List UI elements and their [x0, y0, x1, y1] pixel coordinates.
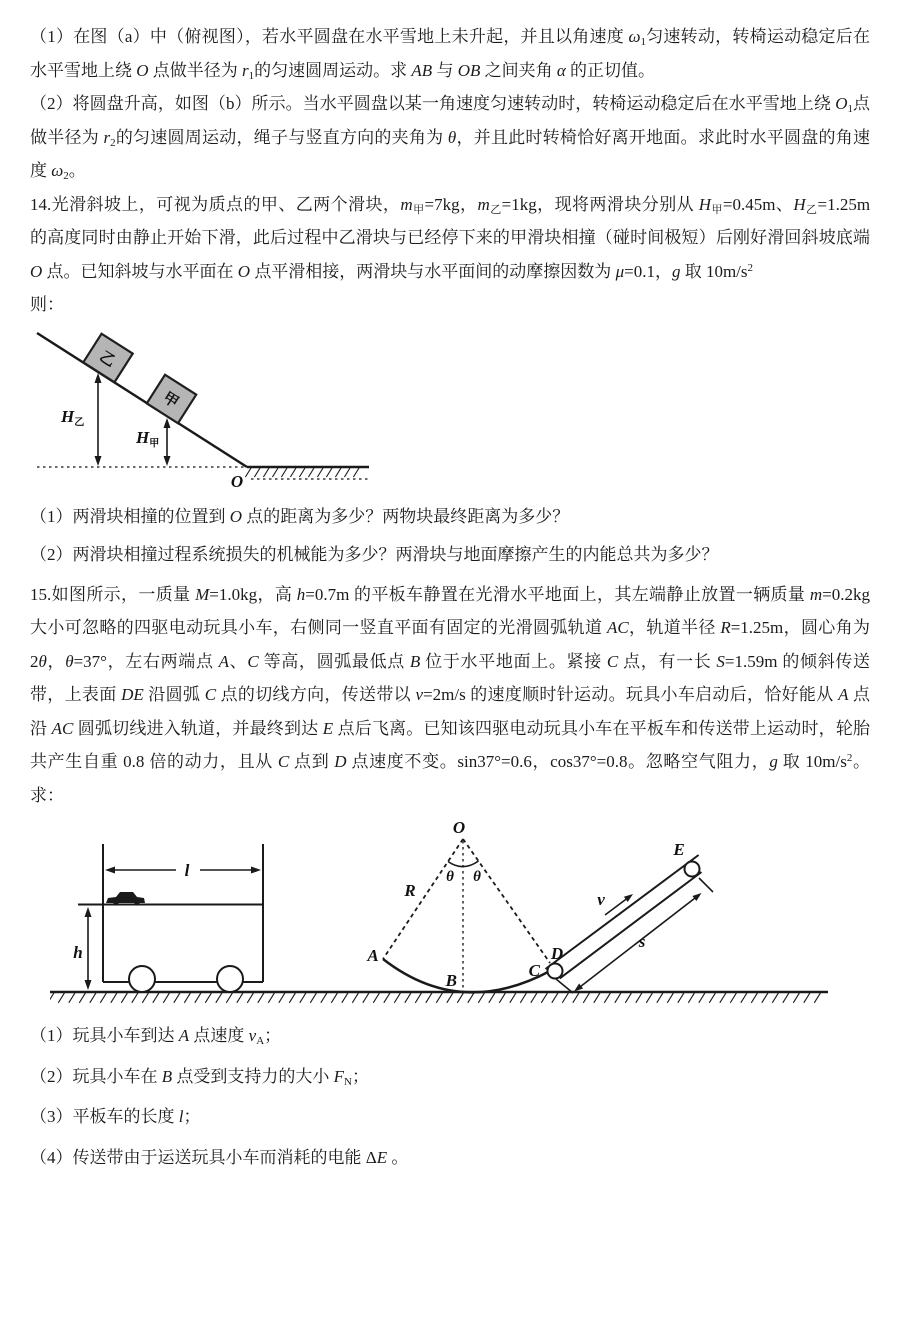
figure-cart-arc-belt	[50, 819, 830, 1009]
point-D-label: D	[550, 944, 564, 963]
belt-speed-arrow-v	[605, 894, 633, 915]
ground-hatching	[245, 468, 359, 477]
point-O-label: O	[452, 819, 466, 837]
problem-15-question-2: （2）玩具小车在 B 点受到支持力的大小 $F_N$；	[30, 1066, 369, 1088]
theta-left-label: θ	[446, 869, 454, 885]
problem-15-question-4: （4）传送带由于运送玩具小车而消耗的电能 ΔE 。	[30, 1147, 409, 1167]
point-C-label: C	[528, 961, 540, 980]
height-arrow-jia	[164, 418, 171, 466]
point-E-label: E	[673, 840, 685, 859]
block-jia	[147, 374, 196, 423]
belt-length-label-s: s	[638, 932, 646, 951]
arc-track	[383, 839, 550, 992]
block-jia-label: 甲	[159, 389, 182, 411]
height-label-yi: $H_乙$	[61, 406, 85, 428]
conveyor-belt	[546, 855, 714, 993]
figure-incline-two-blocks	[35, 325, 465, 495]
problem-13-part-2: （2）将圆盘升高，如图（b）所示。当水平圆盘以某一角速度匀速转动时，转椅运动稳定后在水平雪地上绕 $O_1$点做半径为 $r_2$的匀速圆周运动，绳子与竖直方向的夹角为 θ，并且此时转椅恰好离开地面。求此时水平圆盘的角速度 $\omega_2$。	[30, 94, 871, 182]
height-arrow-yi	[95, 373, 102, 466]
problem-15-intro: 15.如图所示，一质量 M=1.0kg，高 h=0.7m 的平板车静置在光滑水平地面上，其左端静止放置一辆质量 m=0.2kg 大小可忽略的四驱电动玩具小车，右侧同一竖直平面有固定的光滑圆弧轨道 AC，轨道半径 R=1.25m，圆心角为 2θ，θ=37°，左右两端点 A、C 等高，圆弧最低点 B 位于水平地面上。紧接 C 点，有一长 S=1.59m 的倾斜传送带，上表面 DE 沿圆弧 C 点的切线方向，传送带以 v=2m/s 的速度顺时针运动。玩具小车启动后，恰好能从 A 点沿 AC 圆弧切线进入轨道，并最终到达 E 点后飞离。已知该四驱电动玩具小车在平板车和传送带上运动时，轮胎共产生自重 0.8 倍的动力，且从 C 点到 D 点速度不变。sin37°=0.6，cos37°=0.8。忽略空气阻力，g 取 $10m/s^2$。求：	[30, 584, 871, 805]
problem-14-question-2: （2）两滑块相撞过程系统损失的机械能为多少？两滑块与地面摩擦产生的内能总共为多少？	[30, 545, 719, 564]
problem-13-part-1: （1）在图（a）中（俯视图），若水平圆盘在水平雪地上未升起，并且以角速度 $\omega_1$匀速转动，转椅运动稳定后在水平雪地上绕 O 点做半径为 $r_1$的匀速圆周运动。求 AB 与 OB 之间夹角 α 的正切值。	[30, 27, 871, 82]
height-label-h: h	[73, 943, 83, 962]
block-yi	[83, 333, 132, 382]
belt-pulley-C	[548, 964, 563, 979]
point-B-label: B	[445, 971, 457, 990]
height-label-jia: $H_甲$	[136, 427, 160, 449]
flatbed-cart	[78, 844, 263, 992]
cart-wheel-left	[129, 966, 155, 992]
belt-pulley-E	[685, 862, 700, 877]
problem-14-question-1: （1）两滑块相撞的位置到 O 点的距离为多少？两物块最终距离为多少？	[30, 506, 570, 526]
length-arrow-l	[105, 867, 261, 874]
length-label-l: l	[184, 861, 190, 880]
problem-15-question-3: （3）平板车的长度 l；	[30, 1107, 201, 1126]
ground-hatching	[50, 993, 821, 1003]
arc-curve	[383, 959, 550, 992]
radius-label-R: R	[404, 881, 416, 900]
theta-right-label: θ	[473, 869, 481, 885]
point-O-label: O	[230, 471, 244, 491]
height-arrow-h	[85, 907, 92, 990]
problem-14-intro: 14.光滑斜坡上，可视为质点的甲、乙两个滑块，$m_甲=7kg$，$m_乙=1kg$，现将两滑块分别从 $H_甲=0.45m$、$H_乙=1.25m$ 的高度同时由静止开始下滑，此后过程中乙滑块与已经停下来的甲滑块相撞（碰时间极短）后刚好滑回斜坡底端 O 点。已知斜坡与水平面在 O 点平滑相接，两滑块与水平面间的动摩擦因数为 μ=0.1，g 取 $10m/s^2$ 则：	[30, 194, 871, 314]
cart-wheel-right	[217, 966, 243, 992]
belt-speed-label-v: v	[597, 890, 605, 909]
point-A-label: A	[367, 946, 379, 965]
problem-15-question-1: （1）玩具小车到达 A 点速度 $v_A$；	[30, 1026, 282, 1047]
block-yi-label: 乙	[96, 348, 118, 370]
